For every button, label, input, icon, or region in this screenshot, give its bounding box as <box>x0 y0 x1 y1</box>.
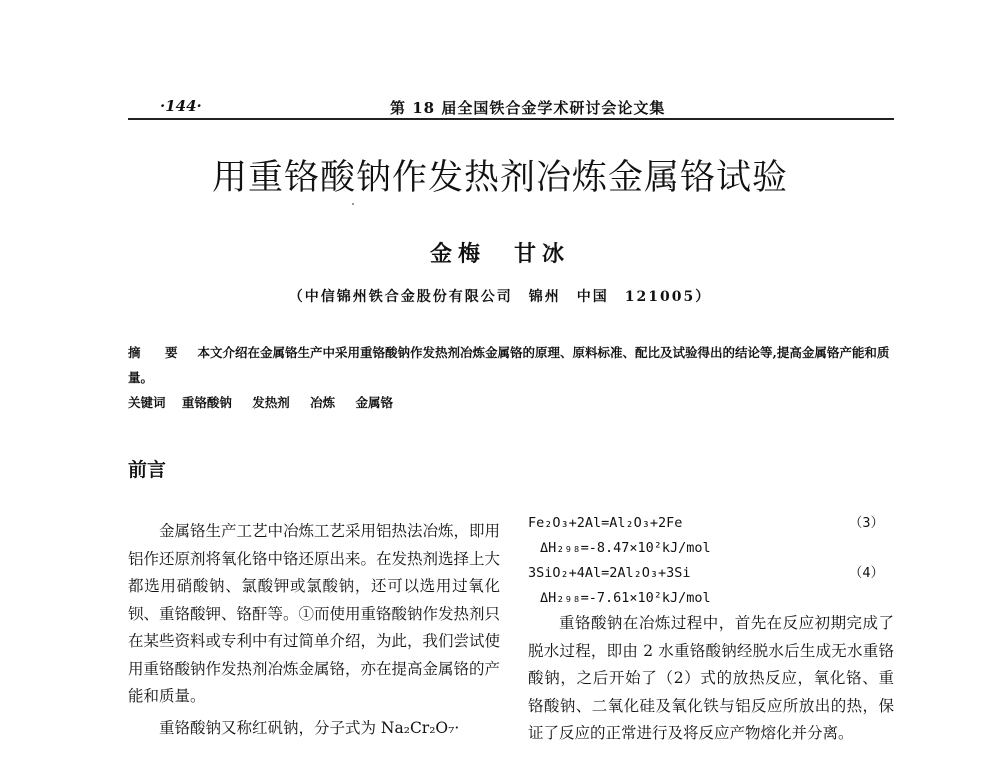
equation-formula: ΔH₂₉₈=-8.47×10²kJ/mol <box>540 540 711 556</box>
abstract-label: 摘 要 <box>128 345 184 360</box>
page-number: ·144· <box>160 97 202 115</box>
paragraph: 重铬酸钠又称红矾钠，分子式为 Na₂Cr₂O₇· <box>159 718 460 737</box>
keywords-label: 关键词 <box>128 395 166 410</box>
abstract-text: 本文介绍在金属铬生产中采用重铬酸钠作发热剂冶炼金属铬的原理、原料标准、配比及试验得出的结论等,提高金属铬产能和质量。 <box>128 345 890 385</box>
keyword: 冶炼 <box>310 395 336 410</box>
paragraph: 重铬酸钠在冶炼过程中，首先在反应初期完成了脱水过程，即由 2 水重铬酸钠经脱水后生成无水重铬酸钠，之后开始了（2）式的放热反应，氧化铬、重铬酸钠、二氧化硅及氧化铁与铝反应所放出的热，保证了反应的正常进行及将反应产物熔化并分离。 <box>528 614 894 742</box>
section-heading: 前言 <box>128 459 167 481</box>
equation-formula: Fe₂O₃+2Al=Al₂O₃+2Fe <box>528 515 683 531</box>
equation <box>528 510 894 535</box>
equation-formula: ΔH₂₉₈=-7.61×10²kJ/mol <box>540 590 711 606</box>
paper-title: 用重铬酸钠作发热剂冶炼金属铬试验 <box>211 158 788 198</box>
equation-number: （3） <box>848 515 884 531</box>
keyword: 金属铬 <box>355 395 394 410</box>
affiliation: （中信锦州铁合金股份有限公司 锦州 中国 121005） <box>288 289 712 305</box>
keyword: 发热剂 <box>252 395 290 410</box>
right-column <box>528 510 894 748</box>
scan-speck <box>352 203 354 205</box>
abstract <box>128 340 894 390</box>
equation <box>528 535 894 560</box>
equation-number: （4） <box>848 565 884 581</box>
journal-title: 第 18 届全国铁合金学术研讨会论文集 <box>390 99 666 117</box>
equation <box>528 585 894 610</box>
authors: 金梅 甘冰 <box>429 241 570 267</box>
left-column <box>128 518 500 742</box>
equation-formula: 3SiO₂+4Al=2Al₂O₃+3Si <box>528 565 691 581</box>
keywords <box>128 393 409 411</box>
paragraph: 金属铬生产工艺中冶炼工艺采用铝热法冶炼，即用铝作还原剂将氧化铬中铬还原出来。在发热剂选择上大都选用硝酸钠、氯酸钾或氯酸钠，还可以选用过氧化钡、重铬酸钾、铬酐等。①而使用重铬酸钠作发热剂只在某些资料或专利中有过简单介绍，为此，我们尝试使用重铬酸钠作发热剂冶炼金属铬，亦在提高金属铬的产能和质量。 <box>128 522 501 705</box>
keyword: 重铬酸钠 <box>181 395 232 410</box>
header-rule <box>128 118 894 120</box>
equation <box>528 560 894 585</box>
